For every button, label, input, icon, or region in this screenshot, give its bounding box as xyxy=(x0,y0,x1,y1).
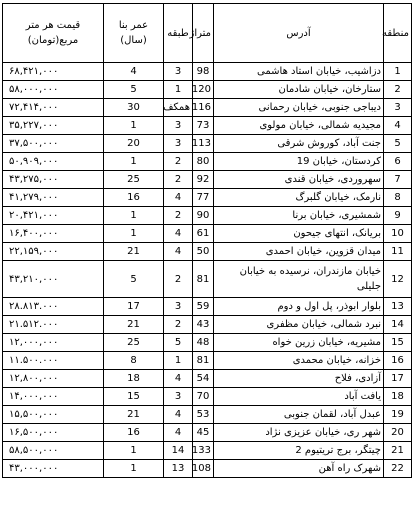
cell-price: ۳۷,۵۰۰,۰۰۰ xyxy=(3,135,104,153)
cell-floor: 2 xyxy=(164,171,193,189)
header-region: منطقه xyxy=(384,4,412,63)
cell-age: 4 xyxy=(104,63,164,81)
cell-floor: 3 xyxy=(164,135,193,153)
cell-price: ۷۲,۴۱۴,۰۰۰ xyxy=(3,99,104,117)
table-row xyxy=(3,298,412,316)
cell-area: 70 xyxy=(193,388,214,406)
table-row xyxy=(3,316,412,334)
cell-age: 1 xyxy=(104,460,164,478)
cell-region: 6 xyxy=(384,153,412,171)
cell-address: ستارخان، خیابان شادمان xyxy=(214,81,384,99)
table-row xyxy=(3,424,412,442)
cell-area: 98 xyxy=(193,63,214,81)
cell-region: 20 xyxy=(384,424,412,442)
cell-area: 59 xyxy=(193,298,214,316)
cell-age: 30 xyxy=(104,99,164,117)
cell-price: ۲۸.۸۱۳.۰۰۰ xyxy=(3,298,104,316)
cell-region: 19 xyxy=(384,406,412,424)
cell-region: 14 xyxy=(384,316,412,334)
cell-region: 16 xyxy=(384,352,412,370)
cell-region: 22 xyxy=(384,460,412,478)
cell-age: 15 xyxy=(104,388,164,406)
cell-region: 5 xyxy=(384,135,412,153)
cell-address: خیابان مازندران، نرسیده به خیابان جلیلی xyxy=(214,261,384,298)
cell-address: بلوار ابوذر، پل اول و دوم xyxy=(214,298,384,316)
cell-address: چیتگر، برج تریتیوم 2 xyxy=(214,442,384,460)
cell-address: آزادی، فلاح xyxy=(214,370,384,388)
table-row xyxy=(3,153,412,171)
cell-address: کردستان، خیابان 19 xyxy=(214,153,384,171)
price-table xyxy=(2,3,412,478)
cell-price: ۵۸,۰۰۰,۰۰۰ xyxy=(3,81,104,99)
cell-address: بریانک، انتهای جیحون xyxy=(214,225,384,243)
cell-address: نبرد شمالی، خیابان مظفری xyxy=(214,316,384,334)
cell-price: ۳۵,۲۲۷,۰۰۰ xyxy=(3,117,104,135)
table-row xyxy=(3,261,412,298)
table-body xyxy=(3,63,412,478)
cell-price: ۱۶,۴۰۰,۰۰۰ xyxy=(3,225,104,243)
table-row xyxy=(3,370,412,388)
cell-address: میدان قزوین، خیابان احمدی xyxy=(214,243,384,261)
cell-age: 21 xyxy=(104,406,164,424)
cell-age: 21 xyxy=(104,243,164,261)
cell-region: 8 xyxy=(384,189,412,207)
cell-area: 77 xyxy=(193,189,214,207)
header-floor: طبقه xyxy=(164,4,193,63)
table-row xyxy=(3,243,412,261)
cell-floor: 3 xyxy=(164,63,193,81)
cell-region: 12 xyxy=(384,261,412,298)
cell-area: 73 xyxy=(193,117,214,135)
header-area: متراژ xyxy=(193,4,214,63)
table-header-row xyxy=(3,4,412,63)
cell-area: 116 xyxy=(193,99,214,117)
cell-age: 1 xyxy=(104,207,164,225)
cell-age: 8 xyxy=(104,352,164,370)
cell-price: ۶۸,۴۲۱,۰۰۰ xyxy=(3,63,104,81)
table-row xyxy=(3,81,412,99)
cell-floor: 4 xyxy=(164,225,193,243)
cell-floor: 1 xyxy=(164,352,193,370)
cell-age: 5 xyxy=(104,261,164,298)
table-row xyxy=(3,225,412,243)
cell-area: 133 xyxy=(193,442,214,460)
cell-price: ۲۲,۱۵۹,۰۰۰ xyxy=(3,243,104,261)
cell-floor: 14 xyxy=(164,442,193,460)
cell-region: 9 xyxy=(384,207,412,225)
table-row xyxy=(3,135,412,153)
cell-area: 120 xyxy=(193,81,214,99)
table-row xyxy=(3,352,412,370)
cell-area: 54 xyxy=(193,370,214,388)
cell-address: شهر ری، خیابان عزیزی نژاد xyxy=(214,424,384,442)
cell-region: 17 xyxy=(384,370,412,388)
header-address: آدرس xyxy=(214,4,384,63)
cell-age: 16 xyxy=(104,424,164,442)
cell-floor: 3 xyxy=(164,298,193,316)
cell-region: 3 xyxy=(384,99,412,117)
cell-area: 92 xyxy=(193,171,214,189)
table-row xyxy=(3,99,412,117)
cell-floor: 3 xyxy=(164,117,193,135)
cell-area: 81 xyxy=(193,352,214,370)
cell-area: 61 xyxy=(193,225,214,243)
cell-floor: 2 xyxy=(164,153,193,171)
cell-floor: 4 xyxy=(164,406,193,424)
cell-age: 1 xyxy=(104,442,164,460)
cell-region: 10 xyxy=(384,225,412,243)
cell-price: ۱۲,۸۰۰,۰۰۰ xyxy=(3,370,104,388)
cell-region: 7 xyxy=(384,171,412,189)
cell-price: ۴۳,۲۷۵,۰۰۰ xyxy=(3,171,104,189)
cell-region: 15 xyxy=(384,334,412,352)
cell-price: ۱۵,۵۰۰,۰۰۰ xyxy=(3,406,104,424)
cell-address: جنت آباد، کوروش شرقی xyxy=(214,135,384,153)
header-age: عمر بنا (سال) xyxy=(104,4,164,63)
cell-price: ۱۴,۰۰۰,۰۰۰ xyxy=(3,388,104,406)
cell-floor: 3 xyxy=(164,388,193,406)
cell-address: خزانه، خیابان محمدی xyxy=(214,352,384,370)
cell-address: دیباجی جنوبی، خیابان رحمانی xyxy=(214,99,384,117)
table-row xyxy=(3,207,412,225)
cell-address: یافت آباد xyxy=(214,388,384,406)
cell-region: 21 xyxy=(384,442,412,460)
cell-address: مجیدیه شمالی، خیابان مولوی xyxy=(214,117,384,135)
cell-price: ۴۳,۰۰۰,۰۰۰ xyxy=(3,460,104,478)
table-row xyxy=(3,334,412,352)
cell-price: ۲۱.۵۱۲.۰۰۰ xyxy=(3,316,104,334)
cell-floor: همکف xyxy=(164,99,193,117)
cell-area: 45 xyxy=(193,424,214,442)
cell-address: سهروردی، خیابان قندی xyxy=(214,171,384,189)
table-row xyxy=(3,388,412,406)
cell-price: ۴۳,۲۱۰,۰۰۰ xyxy=(3,261,104,298)
cell-price: ۲۰,۴۲۱,۰۰۰ xyxy=(3,207,104,225)
cell-price: ۴۱,۲۷۹,۰۰۰ xyxy=(3,189,104,207)
cell-area: 43 xyxy=(193,316,214,334)
cell-region: 18 xyxy=(384,388,412,406)
cell-price: ۱۱.۵۰۰.۰۰۰ xyxy=(3,352,104,370)
cell-area: 108 xyxy=(193,460,214,478)
cell-age: 1 xyxy=(104,117,164,135)
table-row xyxy=(3,117,412,135)
cell-address: مشیریه، خیابان زرین خواه xyxy=(214,334,384,352)
table-row xyxy=(3,406,412,424)
cell-region: 1 xyxy=(384,63,412,81)
table-row xyxy=(3,189,412,207)
cell-region: 2 xyxy=(384,81,412,99)
cell-price: ۱۲,۰۰۰,۰۰۰ xyxy=(3,334,104,352)
cell-area: 50 xyxy=(193,243,214,261)
cell-floor: 4 xyxy=(164,189,193,207)
cell-region: 13 xyxy=(384,298,412,316)
cell-age: 20 xyxy=(104,135,164,153)
cell-price: ۵۸,۵۰۰,۰۰۰ xyxy=(3,442,104,460)
cell-age: 16 xyxy=(104,189,164,207)
cell-region: 4 xyxy=(384,117,412,135)
cell-floor: 2 xyxy=(164,316,193,334)
cell-floor: 2 xyxy=(164,207,193,225)
table-row xyxy=(3,442,412,460)
cell-area: 90 xyxy=(193,207,214,225)
cell-price: ۱۶,۵۰۰,۰۰۰ xyxy=(3,424,104,442)
cell-address: شهرک راه آهن xyxy=(214,460,384,478)
cell-area: 81 xyxy=(193,261,214,298)
cell-area: 53 xyxy=(193,406,214,424)
cell-area: 48 xyxy=(193,334,214,352)
table-row xyxy=(3,460,412,478)
cell-floor: 5 xyxy=(164,334,193,352)
cell-address: نارمک، خیابان گلبرگ xyxy=(214,189,384,207)
cell-age: 5 xyxy=(104,81,164,99)
cell-age: 25 xyxy=(104,171,164,189)
cell-address: عبدل آباد، لقمان جنوبی xyxy=(214,406,384,424)
cell-region: 11 xyxy=(384,243,412,261)
cell-age: 25 xyxy=(104,334,164,352)
cell-age: 17 xyxy=(104,298,164,316)
table-row xyxy=(3,63,412,81)
cell-area: 80 xyxy=(193,153,214,171)
cell-area: 113 xyxy=(193,135,214,153)
cell-age: 21 xyxy=(104,316,164,334)
cell-address: شمشیری، خیابان برنا xyxy=(214,207,384,225)
cell-age: 1 xyxy=(104,225,164,243)
cell-floor: 13 xyxy=(164,460,193,478)
cell-price: ۵۰,۹۰۹,۰۰۰ xyxy=(3,153,104,171)
table-row xyxy=(3,171,412,189)
header-price: قیمت هر متر مربع(تومان) xyxy=(3,4,104,63)
cell-floor: 4 xyxy=(164,370,193,388)
cell-floor: 2 xyxy=(164,261,193,298)
cell-floor: 4 xyxy=(164,243,193,261)
cell-age: 18 xyxy=(104,370,164,388)
cell-floor: 1 xyxy=(164,81,193,99)
cell-age: 1 xyxy=(104,153,164,171)
cell-address: دزاشیب، خیابان استاد هاشمی xyxy=(214,63,384,81)
cell-floor: 4 xyxy=(164,424,193,442)
